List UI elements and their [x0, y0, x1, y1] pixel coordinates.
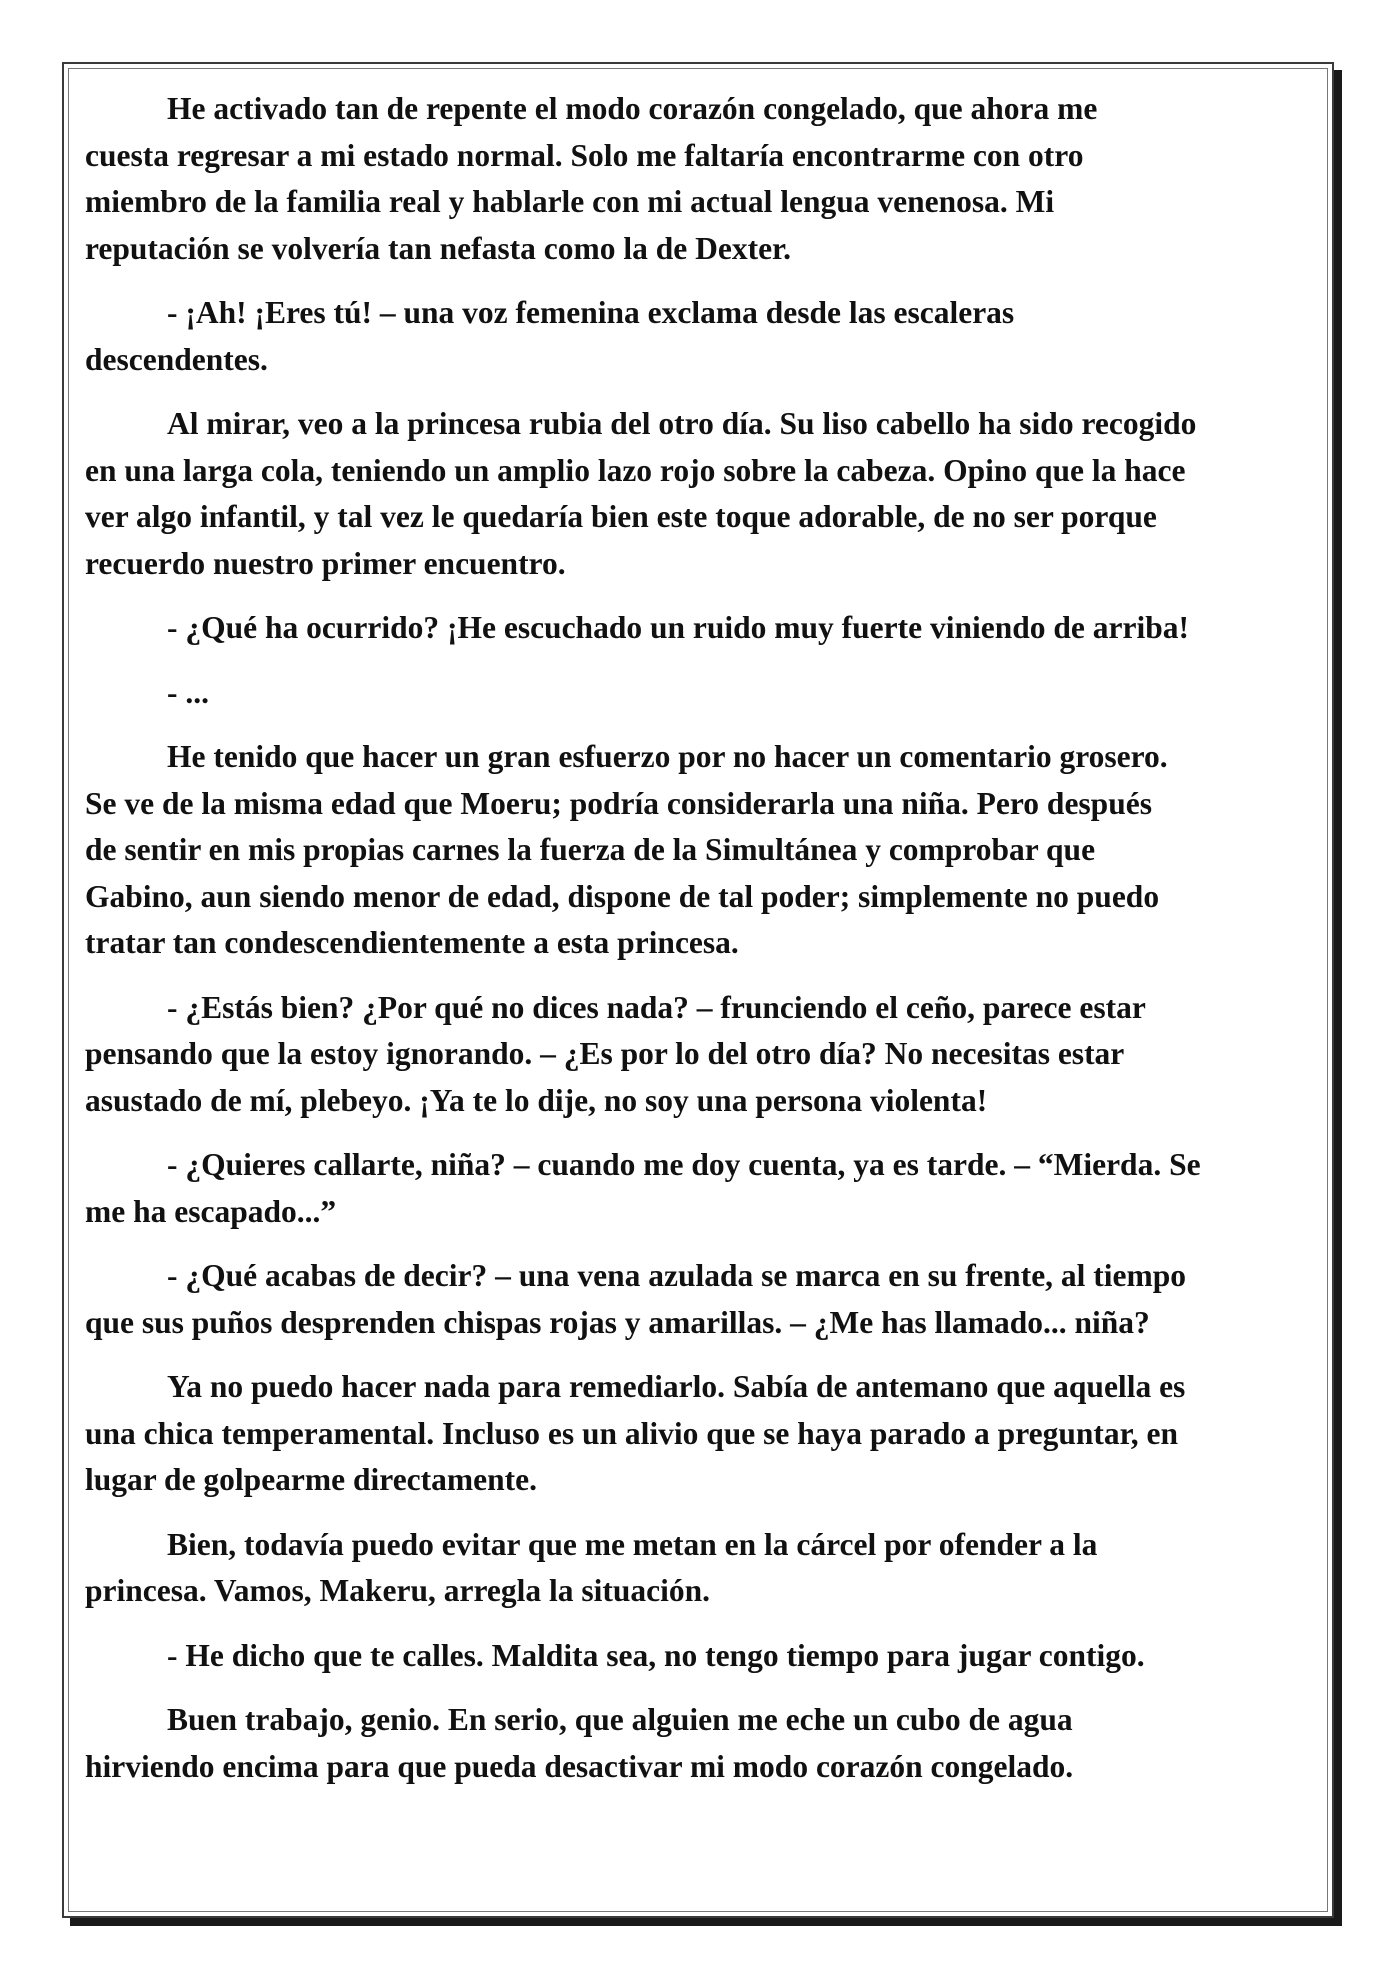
- paragraph: Buen trabajo, genio. En serio, que alguien me eche un cubo de agua hirviendo encima para que pueda desactivar mi modo corazón congelado.: [85, 1702, 1074, 1784]
- paragraph: Ya no puedo hacer nada para remediarlo. Sabía de antemano que aquella es una chica temperamental. Incluso es un alivio que se haya parado a preguntar, en lugar de golpearme directamente.: [85, 1369, 1186, 1497]
- paragraph: He tenido que hacer un gran esfuerzo por no hacer un comentario grosero. Se ve de la misma edad que Moeru; podría considerarla una niña. Pero después de sentir en mis propias carnes la fuerza de la Simultánea y comprobar que Gabino, aun siendo menor de edad, dispone de tal poder; simplemente no puedo tratar tan condescendientemente a esta princesa.: [85, 739, 1168, 960]
- paragraph: - ¿Qué acabas de decir? – una vena azulada se marca en su frente, al tiempo que sus puños desprenden chispas rojas y amarillas. – ¿Me has llamado... niña?: [85, 1258, 1187, 1340]
- paragraph: Al mirar, veo a la princesa rubia del otro día. Su liso cabello ha sido recogido en una larga cola, teniendo un amplio lazo rojo sobre la cabeza. Opino que la hace ver algo infantil, y tal vez le quedaría bien este toque adorable, de no ser porque recuerdo nuestro primer encuentro.: [85, 406, 1197, 581]
- paragraph: - He dicho que te calles. Maldita sea, no tengo tiempo para jugar contigo.: [167, 1637, 1145, 1673]
- paragraph: - ¿Quieres callarte, niña? – cuando me doy cuenta, ya es tarde. – “Mierda. Se me ha escapado...”: [85, 1147, 1201, 1229]
- paragraph: - ¿Estás bien? ¿Por qué no dices nada? – frunciendo el ceño, parece estar pensando que la estoy ignorando. – ¿Es por lo del otro día? No necesitas estar asustado de mí, plebeyo. ¡Ya te lo dije, no soy una persona violenta!: [85, 989, 1146, 1118]
- document-body: [85, 86, 1317, 1808]
- paragraph: Bien, todavía puedo evitar que me metan en la cárcel por ofender a la princesa. Vamos, Makeru, arregla la situación.: [85, 1526, 1098, 1608]
- paragraph: He activado tan de repente el modo corazón congelado, que ahora me cuesta regresar a mi estado normal. Solo me faltaría encontrarme con otro miembro de la familia real y hablarle con mi actual lengua venenosa. Mi reputación se volvería tan nefasta como la de Dexter.: [85, 91, 1098, 266]
- paragraph: - ¿Qué ha ocurrido? ¡He escuchado un ruido muy fuerte viniendo de arriba!: [167, 610, 1189, 645]
- paragraph: - ¡Ah! ¡Eres tú! – una voz femenina exclama desde las escaleras descendentes.: [85, 295, 1015, 377]
- paragraph: - ...: [167, 674, 209, 710]
